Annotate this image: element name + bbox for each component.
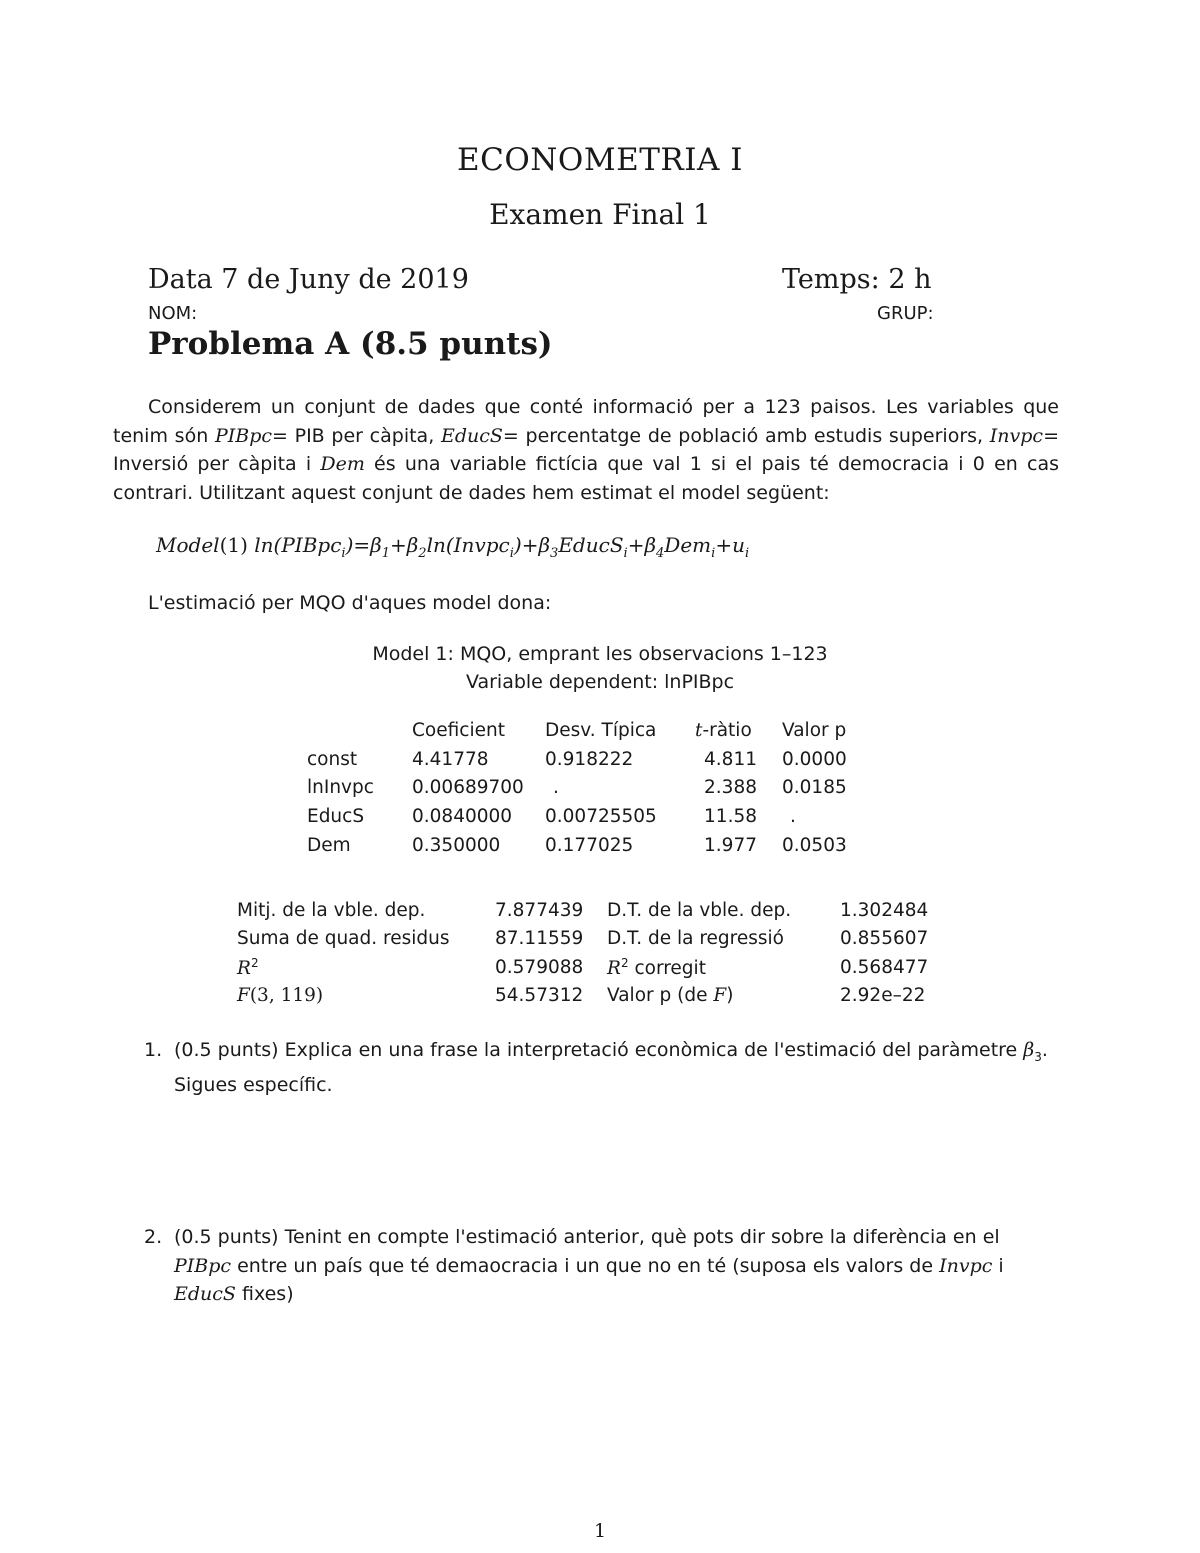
exam-time: Temps: 2 h <box>782 264 932 295</box>
intro-text-5: és una variable fictícia que val 1 si el pais té democracia i 0 en cas contrari. Utilitzant aquest conjunt de dades hem estimat el model següent: <box>113 453 1059 504</box>
model-header-line-1: Model 1: MQO, emprant les observacions 1–123 <box>372 643 828 665</box>
col-pvalue: Valor p <box>782 719 847 741</box>
question-number: 1. <box>144 1039 163 1061</box>
exam-subtitle: Examen Final 1 <box>489 198 711 231</box>
question-1 <box>144 1036 1060 1100</box>
statistics-table <box>237 896 940 1010</box>
model-header-line-2: Variable dependent: lnPIBpc <box>465 671 735 693</box>
coefficient-table <box>307 716 872 859</box>
intro-paragraph <box>113 393 1059 507</box>
col-tratio: t-ràtio <box>695 719 752 741</box>
var-educs: EducS <box>440 424 503 447</box>
var-invpc: Invpc <box>989 424 1044 447</box>
col-coef: Coeficient <box>412 719 505 741</box>
col-se: Desv. Típica <box>545 719 657 741</box>
intro-text-4: = Inversió per càpita i <box>113 424 1059 475</box>
estimation-text: L'estimació per MQO d'aques model dona: <box>148 592 552 614</box>
question-number: 2. <box>144 1226 163 1248</box>
exam-title: ECONOMETRIA I <box>457 142 743 178</box>
model-formula: Model(1) $\ln(PIBpc_i)=\beta_1+\beta_2\ln(Invpc_i)+\beta_3EducS_i+\beta_4Dem_i+u_i$ <box>156 533 750 561</box>
table-row: F(3, 119) 54.57312 Valor p (de F) 2.92e–22 <box>237 985 926 1007</box>
question-text: (0.5 punts) Explica en una frase la interpretació econòmica de l'estimació del paràmetre $\beta_3$. Sigues específic. <box>174 1039 1048 1097</box>
model-output-header <box>0 640 1200 696</box>
group-label: GRUP: <box>877 303 934 324</box>
intro-text-3: = percentatge de població amb estudis superiors, <box>502 424 990 447</box>
intro-text-2: = PIB per càpita, <box>272 424 441 447</box>
table-row: Suma de quad. residus 87.11559 D.T. de la regressió 0.855607 <box>237 928 929 950</box>
table-row: Dem 0.350000 0.177025 1.977 0.0503 <box>307 834 847 856</box>
table-row: const 4.41778 0.918222 4.811 0.0000 <box>307 748 847 770</box>
exam-date: Data 7 de Juny de 2019 <box>148 264 469 295</box>
table-row: Mitj. de la vble. dep. 7.877439 D.T. de la vble. dep. 1.302484 <box>237 899 929 921</box>
table-row: $R^2$ 0.579088 $R^2$ corregit 0.568477 <box>237 955 929 979</box>
coef-table-header <box>307 716 872 745</box>
table-row: EducS 0.0840000 0.00725505 11.58 . <box>307 805 796 827</box>
question-2 <box>144 1223 1060 1309</box>
table-row: lnInvpc 0.00689700 . 2.388 0.0185 <box>307 777 847 799</box>
problem-title: Problema A (8.5 punts) <box>148 326 553 362</box>
var-pibpc: PIBpc <box>214 424 272 447</box>
var-dem: Dem <box>320 453 365 475</box>
page-number: 1 <box>593 1520 607 1542</box>
question-text: (0.5 punts) Tenint en compte l'estimació anterior, què pots dir sobre la diferència en el PIBpc entre un país que té demaocracia i un que no en té (suposa els valors de Invpc i EducS fixes) <box>174 1226 1004 1305</box>
name-label: NOM: <box>148 303 198 324</box>
intro-text-1: Considerem un conjunt de dades que conté informació per a 123 paisos. Les variables que tenim són <box>113 396 1059 447</box>
